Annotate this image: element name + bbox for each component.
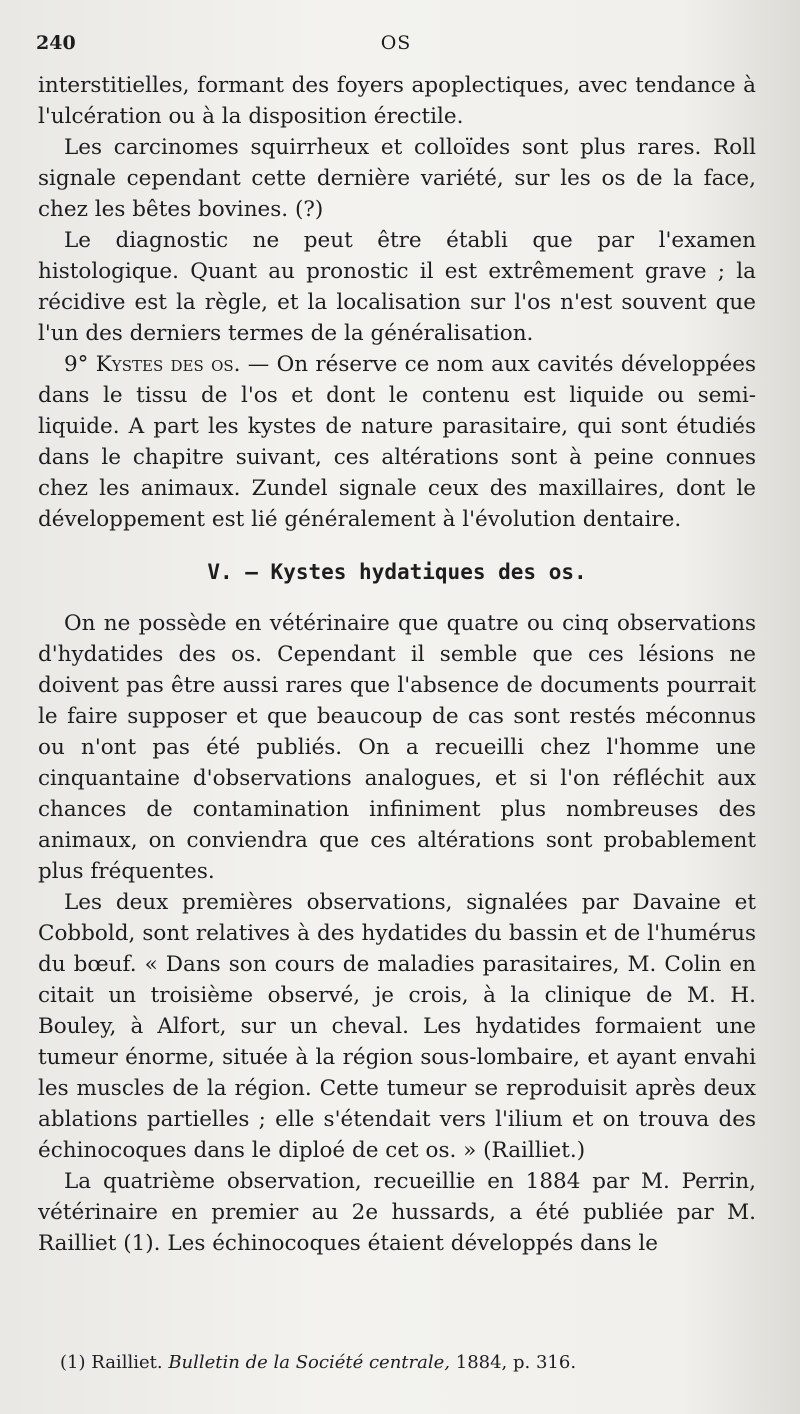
paragraph-quatrieme: La quatrième observation, recueillie en 1884 par M. Perrin, vétérinaire en premier au 2e hussards, a été publiée par M. Railliet (1). Les échinocoques étaient développés dans le <box>38 1169 756 1256</box>
footnote-marker: (1) <box>60 1352 86 1373</box>
footnote-journal: Bulletin de la Société centrale, <box>168 1352 451 1373</box>
paragraph-hydatides: On ne possède en vétérinaire que quatre ou cinq observations d'hydatides des os. Cependant il semble que ces lésions ne doivent pas être aussi rares que l'absence de documents pourrait le faire supposer et que beaucoup de cas sont restés méconnus ou n'ont pas été publiés. On a recueilli chez l'homme une cinquantaine d'observations analogues, et si l'on réfléchit aux chances de contamination infiniment plus nombreuses des animaux, on conviendra que ces altérations sont probablement plus fréquentes. <box>38 611 756 884</box>
footnote-author: Railliet. <box>91 1352 163 1373</box>
page-number: 240 <box>36 32 76 54</box>
chapter-heading: V. — Kystes hydatiques des os. <box>207 560 587 584</box>
page-header <box>36 32 756 62</box>
running-head: OS <box>380 32 412 54</box>
footnote-details: 1884, p. 316. <box>455 1352 577 1373</box>
section-number: 9° <box>64 352 89 377</box>
paragraph-observations: Les deux premières observations, signalées par Davaine et Cobbold, sont relatives à des hydatides du bassin et de l'humérus du bœuf. « Dans son cours de maladies parasitaires, M. Colin en citait un troisième observé, je crois, à la clinique de M. H. Bouley, à Alfort, sur un cheval. Les hydatides formaient une tumeur énorme, située à la région sous-lombaire, et ayant envahi les muscles de la région. Cette tumeur se reproduisit après deux ablations partielles ; elle s'étendait vers l'ilium et on trouva des échinocoques dans le diploé de cet os. » (Railliet.) <box>38 890 756 1163</box>
section-title: Kystes des os. <box>95 352 241 377</box>
page-body <box>38 70 756 1259</box>
footnote <box>60 1352 750 1373</box>
paragraph-diagnostic: Le diagnostic ne peut être établi que par l'examen histologique. Quant au pronostic il est extrêmement grave ; la récidive est la règle, et la localisation sur l'os n'est souvent que l'un des derniers termes de la généralisation. <box>38 228 756 346</box>
paragraph-carcinomes: Les carcinomes squirrheux et colloïdes sont plus rares. Roll signale cependant cette dernière variété, sur les os de la face, chez les bêtes bovines. (?) <box>38 135 756 222</box>
paragraph-kystes <box>38 349 756 535</box>
paragraph-continuation: interstitielles, formant des foyers apoplectiques, avec tendance à l'ulcération ou à la disposition érectile. <box>38 73 756 129</box>
section-text: — On réserve ce nom aux cavités développées dans le tissu de l'os et dont le contenu est liquide ou semi-liquide. A part les kystes de nature parasitaire, qui sont étudiés dans le chapitre suivant, ces altérations sont à peine connues chez les animaux. Zundel signale ceux des maxillaires, dont le développement est lié généralement à l'évolution dentaire. <box>38 352 756 532</box>
